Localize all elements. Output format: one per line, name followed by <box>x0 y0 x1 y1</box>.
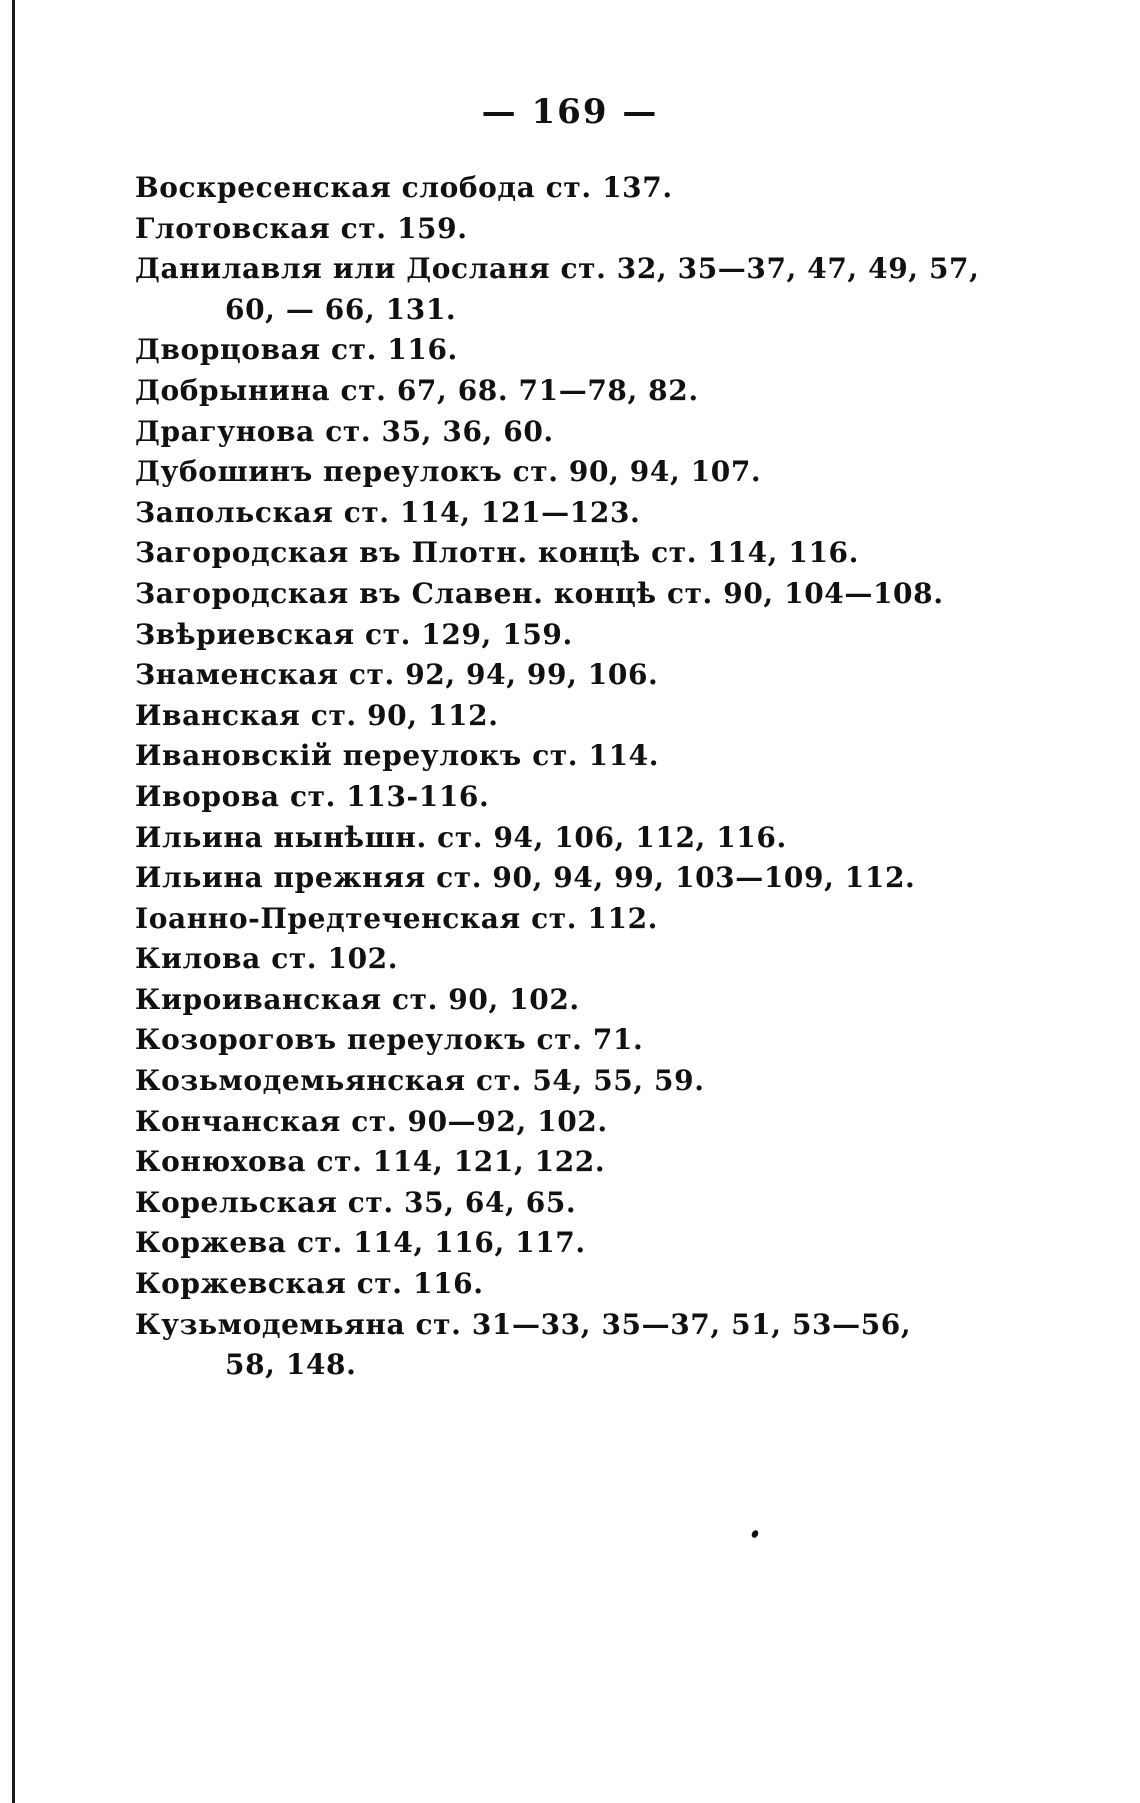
index-entry: Данилавля или Досланя ст. 32, 35—37, 47, 49, 57, <box>135 252 980 286</box>
ink-speck <box>750 1529 759 1539</box>
index-entry: Драгунова ст. 35, 36, 60. <box>135 414 554 448</box>
index-entry: Корельская ст. 35, 64, 65. <box>135 1185 577 1219</box>
index-entry: Козороговъ переулокъ ст. 71. <box>135 1023 644 1057</box>
index-entry: Добрынина ст. 67, 68. 71—78, 82. <box>135 373 699 407</box>
index-entry: Ивановскій переулокъ ст. 114. <box>135 739 660 773</box>
street-index-list <box>135 168 980 1386</box>
index-entry: Иворова ст. 113-116. <box>135 779 490 813</box>
index-entry: Ильина прежняя ст. 90, 94, 99, 103—109, 112. <box>135 861 916 895</box>
index-entry: Дубошинъ переулокъ ст. 90, 94, 107. <box>135 455 762 489</box>
index-entry: Килова ст. 102. <box>135 942 399 976</box>
index-entry: Знаменская ст. 92, 94, 99, 106. <box>135 658 659 692</box>
index-entry: Запольская ст. 114, 121—123. <box>135 495 641 529</box>
index-entry-continuation: 60, — 66, 131. <box>225 292 457 326</box>
page-number: — 169 — <box>481 92 659 132</box>
index-entry: Глотовская ст. 159. <box>135 211 468 245</box>
index-entry: Коржевская ст. 116. <box>135 1267 484 1301</box>
index-entry: Іоанно-Предтеченская ст. 112. <box>135 901 658 935</box>
page-edge-line <box>12 0 15 1803</box>
index-entry: Кироиванская ст. 90, 102. <box>135 982 580 1016</box>
index-entry: Иванская ст. 90, 112. <box>135 698 499 732</box>
index-entry-continuation: 58, 148. <box>225 1348 357 1382</box>
index-entry: Кузьмодемьяна ст. 31—33, 35—37, 51, 53—56, <box>135 1307 912 1341</box>
index-entry: Ильина нынѣшн. ст. 94, 106, 112, 116. <box>135 820 787 854</box>
index-entry: Загородская въ Плотн. концѣ ст. 114, 116. <box>135 536 859 570</box>
index-entry: Дворцовая ст. 116. <box>135 333 458 367</box>
index-entry: Козьмодемьянская ст. 54, 55, 59. <box>135 1064 705 1098</box>
index-entry: Кончанская ст. 90—92, 102. <box>135 1104 608 1138</box>
index-entry: Коржева ст. 114, 116, 117. <box>135 1226 586 1260</box>
index-entry: Загородская въ Славен. концѣ ст. 90, 104—108. <box>135 576 944 610</box>
index-entry: Конюхова ст. 114, 121, 122. <box>135 1145 606 1179</box>
index-entry: Звѣриевская ст. 129, 159. <box>135 617 573 651</box>
index-entry: Воскресенская слобода ст. 137. <box>135 171 673 204</box>
